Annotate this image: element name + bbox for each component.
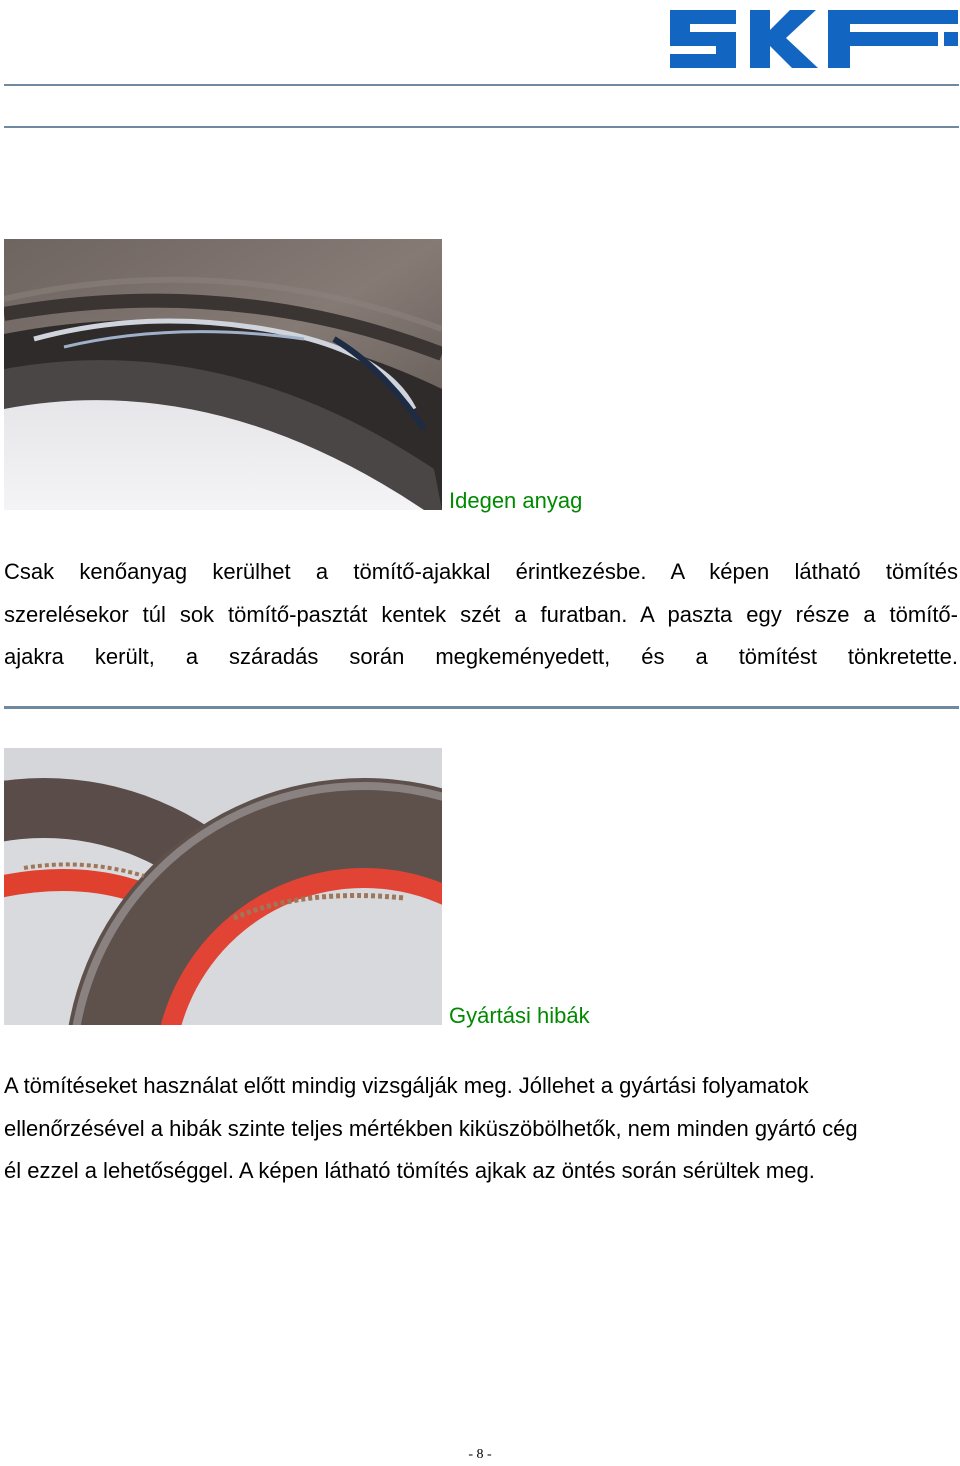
paragraph-line: Csak kenőanyag kerülhet a tömítő-ajakkal érintkezésbe. A képen látható tömítés [4,559,958,584]
skf-logo [668,2,960,72]
damaged-seal-rings-photo-icon [4,748,442,1025]
seal-bore-photo [4,239,442,510]
caption-foreign-material: Idegen anyag [449,488,583,513]
header-rule-top [4,84,959,86]
page-number: - 8 - [468,1447,492,1462]
paragraph-line: él ezzel a lehetőséggel. A képen látható tömítés ajkak az öntés során sérültek meg. [4,1158,815,1183]
seal-rings-photo [4,748,442,1025]
header-rule-bottom [4,126,959,128]
paragraph-line: A tömítéseket használat előtt mindig vizsgálják meg. Jóllehet a gyártási folyamatok [4,1073,809,1098]
caption-manufacturing-defects: Gyártási hibák [449,1003,590,1028]
paragraph-line: szerelésekor túl sok tömítő-pasztát kentek szét a furatban. A paszta egy része a tömítő- [4,601,958,627]
paragraph-foreign-material [4,551,958,679]
skf-logo-icon [668,2,960,72]
paragraph-line: ellenőrzésével a hibák szinte teljes mértékben kiküszöbölhetők, nem minden gyártó cég [4,1115,858,1141]
paragraph-line: ajakra került, a száradás során megkeményedett, és a tömítést tönkretette. [4,644,958,669]
section-divider [4,706,959,709]
seal-bore-contamination-photo-icon [4,239,442,510]
paragraph-manufacturing-defects [4,1065,958,1193]
